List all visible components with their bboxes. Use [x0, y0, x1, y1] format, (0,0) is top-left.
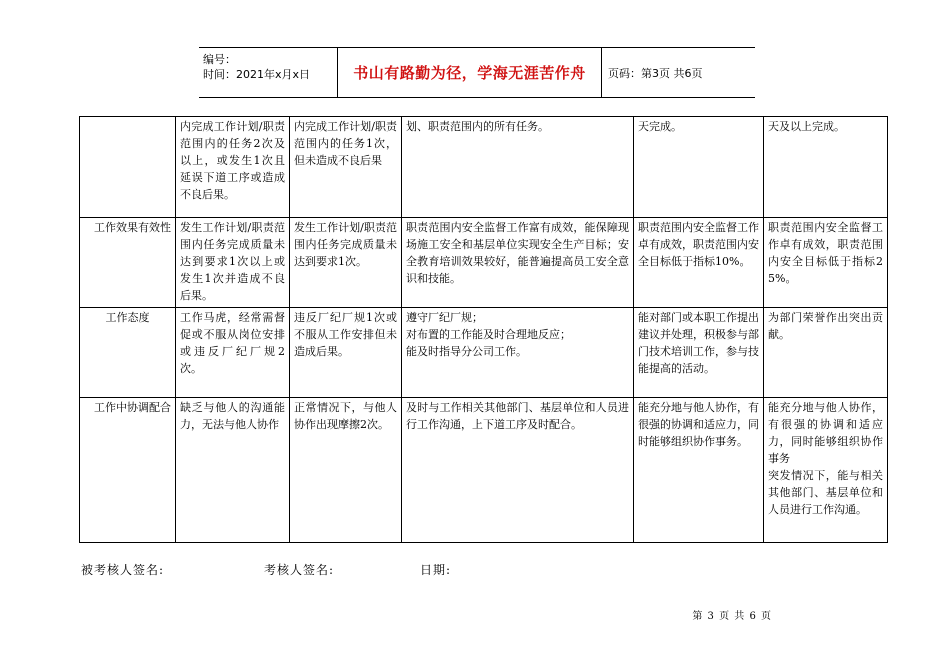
table-cell: 工作马虎，经常需督促或不服从岗位安排或违反厂纪厂规2次。: [176, 308, 290, 398]
header-slogan: 书山有路勤为径，学海无涯苦作舟: [338, 48, 602, 97]
table-cell: 职责范围内安全监督工作卓有成效，职责范围内安全目标低于指标10%。: [634, 218, 764, 308]
table-cell: 天完成。: [634, 117, 764, 218]
table-cell: 为部门荣誉作出突出贡献。: [764, 308, 888, 398]
table-cell: 内完成工作计划/职责范围内的任务2次及以上，或发生1次且延误下道工序或造成不良后果。: [176, 117, 290, 218]
row-category: 工作效果有效性: [80, 218, 176, 308]
table-cell: 划、职责范围内的所有任务。: [402, 117, 634, 218]
page-footer: 第 3 页 共 6 页: [692, 611, 772, 622]
table-row: [80, 398, 888, 543]
table-row: [80, 308, 888, 398]
assessment-table: [79, 116, 888, 543]
table-cell: 能对部门或本职工作提出建议并处理，积极参与部门技术培训工作，参与技能提高的活动。: [634, 308, 764, 398]
header-page-number: 页码：第3页 共6页: [608, 66, 703, 80]
table-cell: 内完成工作计划/职责范围内的任务1次，但未造成不良后果: [290, 117, 402, 218]
table-cell: 能充分地与他人协作，有很强的协调和适应力，同时能够组织协作事务 突发情况下，能与相关其他部门、基层单位和人员进行工作沟通。: [764, 398, 888, 543]
row-category: 工作中协调配合: [80, 398, 176, 543]
table-row: [80, 218, 888, 308]
header-meta: [199, 48, 338, 97]
row-category: [80, 117, 176, 218]
examiner-signature-label: 考核人签名:: [264, 563, 335, 577]
table-row: [80, 117, 888, 218]
table-cell: 遵守厂纪厂规； 对布置的工作能及时合理地反应； 能及时指导分公司工作。: [402, 308, 634, 398]
table-cell: 天及以上完成。: [764, 117, 888, 218]
table-cell: 职责范围内安全监督工作富有成效，能保障现场施工安全和基层单位实现安全生产目标；安全教育培训效果较好，能普遍提高员工安全意识和技能。: [402, 218, 634, 308]
date-label: 日期:: [420, 563, 452, 577]
table-cell: 正常情况下，与他人协作出现摩擦2次。: [290, 398, 402, 543]
table-cell: 违反厂纪厂规1次或不服从工作安排但未造成后果。: [290, 308, 402, 398]
table-cell: 发生工作计划/职责范围内任务完成质量未达到要求1次以上或发生1次并造成不良后果。: [176, 218, 290, 308]
row-category: 工作态度: [80, 308, 176, 398]
table-cell: 及时与工作相关其他部门、基层单位和人员进行工作沟通，上下道工序及时配合。: [402, 398, 634, 543]
page-header: [199, 47, 755, 98]
examinee-signature-label: 被考核人签名:: [81, 563, 165, 577]
table-cell: 职责范围内安全监督工作卓有成效，职责范围内安全目标低于指标25%。: [764, 218, 888, 308]
document-time: 时间：2021年x月x日: [203, 68, 311, 81]
table-cell: 缺乏与他人的沟通能力，无法与他人协作: [176, 398, 290, 543]
table-cell: 能充分地与他人协作，有很强的协调和适应力，同时能够组织协作事务。: [634, 398, 764, 543]
document-number: 编号：: [203, 53, 236, 66]
table-cell: 发生工作计划/职责范围内任务完成质量未达到要求1次。: [290, 218, 402, 308]
